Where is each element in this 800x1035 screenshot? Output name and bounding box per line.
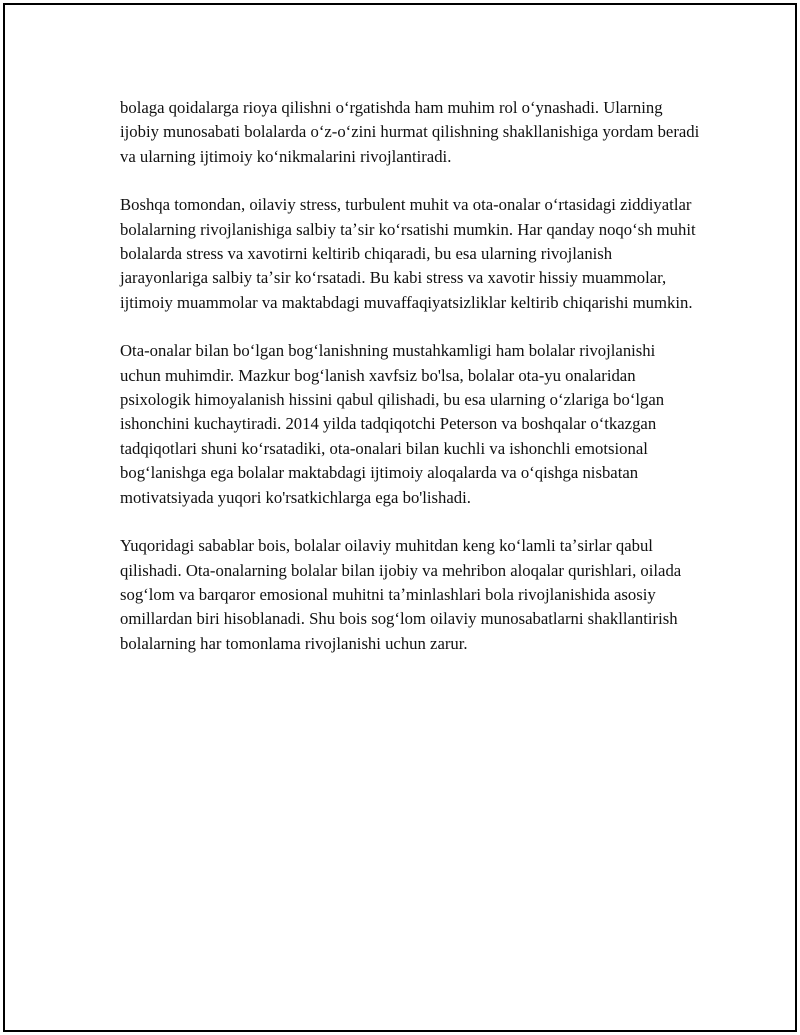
paragraph-4: Yuqoridagi sabablar bois, bolalar oilaviy muhitdan keng koʻlamli taʼsirlar qabul qilishadi. Ota-onalarning bolalar bilan ijobiy va mehribon aloqalar qurishlari, oilada sogʻlom va barqaror emosional muhitni taʼminlashlari bola rivojlanishida asosiy omillardan biri hisoblanadi. Shu bois sogʻlom oilaviy munosabatlarni shakllantirish bolalarning har tomonlama rivojlanishi uchun zarur. bbox=[120, 536, 682, 653]
document-body bbox=[120, 96, 700, 680]
paragraph-1: bolaga qoidalarga rioya qilishni oʻrgatishda ham muhim rol oʻynashadi. Ularning ijobiy munosabati bolalarda oʻz-oʻzini hurmat qilishning shakllanishiga yordam beradi va ularning ijtimoiy koʻnikmalarini rivojlantiradi. bbox=[120, 98, 700, 166]
paragraph-2: Boshqa tomondan, oilaviy stress, turbulent muhit va ota-onalar oʻrtasidagi ziddiyatlar bolalarning rivojlanishiga salbiy taʼsir koʻrsatishi mumkin. Har qanday noqoʻsh muhit bolalarda stress va xavotirni keltirib chiqaradi, bu esa ularning rivojlanish jarayonlariga salbiy taʼsir koʻrsatadi. Bu kabi stress va xavotir hissiy muammolar, ijtimoiy muammolar va maktabdagi muvaffaqiyatsizliklar keltirib chiqarishi mumkin. bbox=[120, 195, 696, 312]
paragraph-3: Ota-onalar bilan boʻlgan bogʻlanishning mustahkamligi ham bolalar rivojlanishi uchun muhimdir. Mazkur bogʻlanish xavfsiz bo'lsa, bolalar ota-yu onalaridan psixologik himoyalanish hissini qabul qilishadi, bu esa ularning oʻzlariga boʻlgan ishonchini kuchaytiradi. 2014 yilda tadqiqotchi Peterson va boshqalar oʻtkazgan tadqiqotlari shuni koʻrsatadiki, ota-onalari bilan kuchli va ishonchli emotsional bogʻlanishga ega bolalar maktabdagi ijtimoiy aloqalarda va oʻqishga nisbatan motivatsiyada yuqori ko'rsatkichlarga ega bo'lishadi. bbox=[120, 341, 665, 507]
document-page bbox=[3, 3, 797, 1032]
